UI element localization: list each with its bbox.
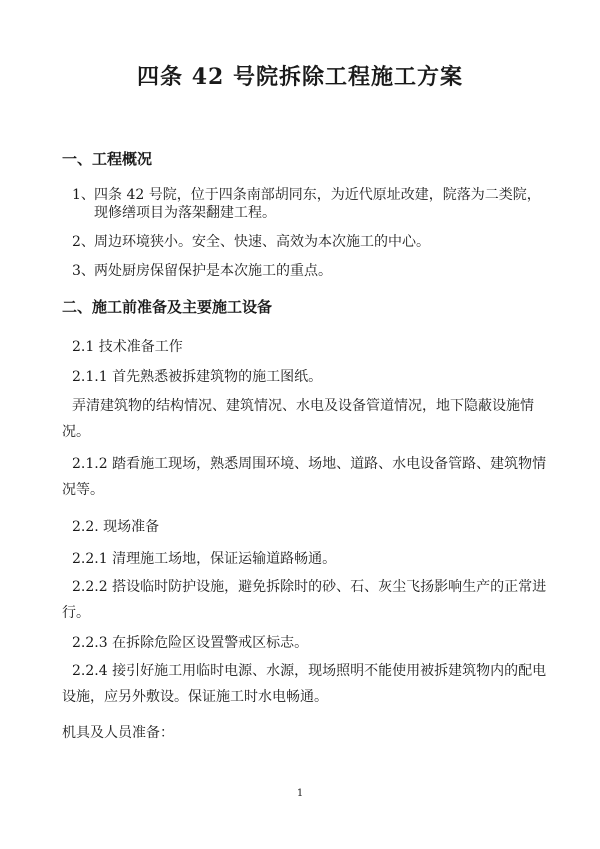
paragraph-structure-survey: 弄清建筑物的结构情况、建筑情况、水电及设备管道情况，地下隐蔽设施情况。 [62,398,534,440]
subsection-2-2: 2.2. 现场准备 [72,519,160,535]
list-item-number: 1、 [72,187,95,203]
section-heading-overview: 一、工程概况 [62,150,153,168]
list-item-text: 四条 42 号院，位于四条南部胡同东，为近代原址改建，院落为二类院，现修缮项目为落架翻建工程。 [94,187,541,221]
list-item [72,262,554,280]
list-item-number: 3、 [72,263,95,279]
section-heading-preparation: 二、施工前准备及主要施工设备 [62,298,273,316]
subsection-2-2-1: 2.2.1 清理施工场地，保证运输道路畅通。 [72,551,337,567]
subsection-2-2-4: 2.2.4 接引好施工用临时电源、水源，现场照明不能使用被拆建筑物内的配电设施，应另外敷设。保证施工时水电畅通。 [62,663,547,705]
subsection-2-1-1: 2.1.1 首先熟悉被拆建筑物的施工图纸。 [72,369,323,385]
document-title: 四条 42 号院拆除工程施工方案 [137,64,463,90]
page-number: 1 [296,788,304,799]
subsection-2-2-3: 2.2.3 在拆除危险区设置警戒区标志。 [72,635,309,651]
subsection-2-2-2: 2.2.2 搭设临时防护设施，避免拆除时的砂、石、灰尘飞扬影响生产的正常进行。 [62,579,547,621]
list-item-text: 周边环境狭小。安全、快速、高效为本次施工的中心。 [94,234,430,250]
list-item-text: 两处厨房保留保护是本次施工的重点。 [94,263,332,279]
list-item-number: 2、 [72,234,95,250]
subsection-2-1-2: 2.1.2 踏看施工现场，熟悉周围环境、场地、道路、水电设备管路、建筑物情况等。 [62,456,547,498]
subsection-2-1: 2.1 技术准备工作 [72,339,183,355]
list-item [72,233,554,251]
equipment-heading: 机具及人员准备： [62,725,174,741]
list-item [72,186,554,222]
